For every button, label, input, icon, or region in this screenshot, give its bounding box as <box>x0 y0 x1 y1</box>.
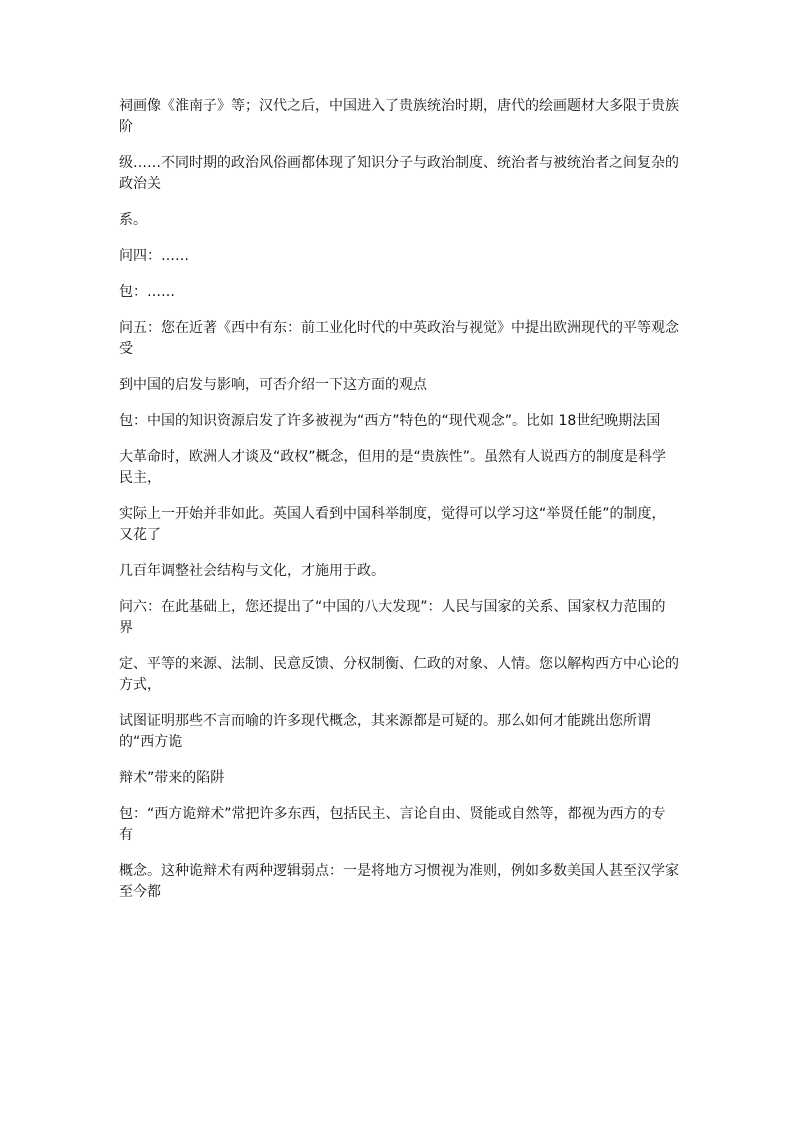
paragraph-6: 问五：您在近著《西中有东：前工业化时代的中英政治与视觉》中提出欧洲现代的平等观念受 <box>119 320 679 357</box>
paragraph-14: 试图证明那些不言而喻的许多现代概念，其来源都是可疑的。那么如何才能跳出您所谓的“西方诡 <box>119 713 651 750</box>
paragraph-16: 包：“西方诡辩术”常把许多东西，包括民主、言论自由、贤能或自然等，都视为西方的专有 <box>119 806 666 843</box>
paragraph-7: 到中国的启发与影响，可否介绍一下这方面的观点 <box>119 377 427 393</box>
paragraph-10: 实际上一开始并非如此。英国人看到中国科举制度，觉得可以学习这“举贤任能”的制度，又花了 <box>119 506 666 543</box>
paragraph-15: 辩术”带来的陷阱 <box>119 770 225 786</box>
paragraph-2: 级……不同时期的政治风俗画都体现了知识分子与政治制度、统治者与被统治者之间复杂的政治关 <box>119 155 679 192</box>
paragraph-12: 问六：在此基础上，您还提出了“中国的八大发现”：人民与国家的关系、国家权力范围的界 <box>119 599 666 636</box>
paragraph-5: 包：…… <box>119 284 175 300</box>
paragraph-1: 祠画像《淮南子》等；汉代之后，中国进入了贵族统治时期，唐代的绘画题材大多限于贵族阶 <box>119 98 679 135</box>
paragraph-4: 问四：…… <box>119 248 189 264</box>
paragraph-11: 几百年调整社会结构与文化，才施用于政。 <box>119 563 385 579</box>
paragraph-8: 包：中国的知识资源启发了许多被视为“西方”特色的“现代观念”。比如 18世纪晚期法国 <box>119 413 661 429</box>
paragraph-13: 定、平等的来源、法制、民意反馈、分权制衡、仁政的对象、人情。您以解构西方中心论的方式， <box>119 656 679 693</box>
paragraph-3: 系。 <box>119 212 147 228</box>
document-page <box>119 96 679 918</box>
paragraph-9: 大革命时，欧洲人才谈及“政权”概念，但用的是“贵族性”。虽然有人说西方的制度是科学民主， <box>119 449 667 486</box>
paragraph-17: 概念。这种诡辩术有两种逻辑弱点：一是将地方习惯视为准则，例如多数美国人甚至汉学家至今都 <box>119 863 679 900</box>
